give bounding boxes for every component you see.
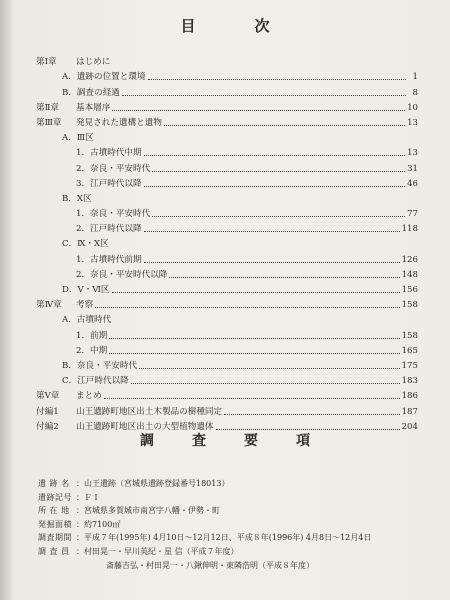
table-of-contents xyxy=(36,52,418,432)
toc-leader-dots xyxy=(152,171,405,172)
survey-key: 発掘面積 xyxy=(38,519,72,529)
survey-title: 調 査 要 項 xyxy=(140,433,322,449)
toc-page-number: 175 xyxy=(401,360,418,371)
page-edge-shadow xyxy=(0,0,14,600)
toc-entry-text: A．古墳時代 xyxy=(62,315,112,326)
survey-row xyxy=(38,531,428,545)
toc-entry-text: C．Ⅸ・Ⅹ区 xyxy=(62,239,109,250)
toc-page-number: 204 xyxy=(401,421,418,432)
toc-entry-text: B．Ⅹ区 xyxy=(62,193,92,204)
toc-entry-label xyxy=(62,315,111,325)
toc-entry xyxy=(36,143,418,158)
toc-entry xyxy=(36,325,418,340)
survey-key: 調査期間 xyxy=(38,533,72,543)
toc-entry xyxy=(36,219,418,234)
toc-page-number: 126 xyxy=(401,254,418,265)
toc-entry-label xyxy=(36,407,222,417)
toc-chapter-number: 付編2 xyxy=(36,421,59,432)
survey-value: ：ＦＩ xyxy=(76,492,100,502)
toc-entry-label xyxy=(36,103,110,113)
toc-entry xyxy=(36,280,418,295)
toc-leader-dots xyxy=(122,95,406,96)
toc-entry-label xyxy=(76,270,167,280)
toc-page-number: 31 xyxy=(407,163,418,174)
toc-entry-label xyxy=(36,300,93,310)
toc-entry-text: 2．江戸時代以降 xyxy=(76,224,142,235)
toc-entry xyxy=(36,52,418,67)
toc-page-number: 158 xyxy=(401,330,418,341)
survey-row xyxy=(38,518,428,532)
toc-entry xyxy=(36,356,418,371)
toc-entry-label xyxy=(62,376,129,386)
toc-page-number: 183 xyxy=(401,376,418,387)
toc-leader-dots xyxy=(144,262,400,263)
toc-entry-text: まとめ xyxy=(76,391,102,402)
toc-entry-label xyxy=(76,164,150,174)
toc-entry xyxy=(36,158,418,173)
toc-entry-label xyxy=(36,391,102,401)
toc-entry-label xyxy=(76,179,142,189)
toc-entry-text: B．奈良・平安時代 xyxy=(62,360,138,371)
toc-page-number: 186 xyxy=(401,391,418,402)
toc-chapter-number: 第Ⅳ章 xyxy=(36,300,62,311)
survey-value: ：平成７年(1995年) 4月10日～12月12日、平成８年(1996年) 4月8日～12月4日 xyxy=(76,533,372,543)
toc-page-number: 13 xyxy=(407,148,418,159)
toc-entry-label xyxy=(62,361,137,371)
toc-page-number: 13 xyxy=(407,117,418,128)
toc-leader-dots xyxy=(144,155,405,156)
toc-entry-label xyxy=(36,118,162,128)
toc-entry-text: A．遺跡の位置と環境 xyxy=(62,72,146,83)
toc-chapter-number: 第Ⅲ章 xyxy=(36,117,62,128)
toc-leader-dots xyxy=(109,353,399,354)
toc-entry xyxy=(36,98,418,113)
toc-entry-text: はじめに xyxy=(76,57,111,68)
toc-entry-text: 1．奈良・平安時代 xyxy=(76,209,151,220)
toc-entry-text: B．調査の経過 xyxy=(62,87,120,98)
toc-entry-text: D．Ⅴ・Ⅵ区 xyxy=(62,285,110,295)
toc-page-number: 158 xyxy=(401,300,418,311)
toc-page-number: 77 xyxy=(407,209,418,220)
toc-entry xyxy=(36,401,418,416)
survey-key: 遺 跡 名 xyxy=(38,479,70,488)
toc-entry xyxy=(36,82,418,97)
survey-value: ：山王遺跡（宮城県遺跡登録番号18013） xyxy=(76,479,230,488)
toc-leader-dots xyxy=(95,307,399,308)
toc-page-number: 8 xyxy=(412,87,418,98)
toc-entry-label xyxy=(76,331,107,341)
toc-leader-dots xyxy=(104,398,400,399)
toc-leader-dots xyxy=(112,110,405,111)
survey-row xyxy=(38,477,428,491)
toc-leader-dots xyxy=(152,216,405,217)
survey-row xyxy=(38,545,428,559)
toc-page-number: 187 xyxy=(401,406,418,417)
toc-leader-dots xyxy=(112,292,400,293)
toc-entry xyxy=(36,249,418,264)
survey-summary xyxy=(38,477,428,572)
toc-leader-dots xyxy=(169,277,399,278)
toc-entry-label xyxy=(76,346,107,356)
toc-page-number: 10 xyxy=(407,102,418,113)
toc-chapter-number: 第Ⅱ章 xyxy=(36,102,60,113)
survey-row xyxy=(38,504,428,518)
toc-entry-label xyxy=(62,194,92,204)
toc-entry-text: 3．江戸時代以降 xyxy=(76,178,142,189)
toc-entry xyxy=(36,67,418,82)
toc-page-number: 156 xyxy=(401,285,418,295)
toc-entry-label xyxy=(62,88,120,98)
toc-entry-label xyxy=(76,209,150,219)
toc-page-number: 148 xyxy=(401,269,418,280)
toc-entry xyxy=(36,234,418,249)
toc-entry-label xyxy=(76,255,142,265)
toc-page-number: 46 xyxy=(407,178,418,189)
toc-entry-label xyxy=(36,57,110,67)
toc-entry-text: 2．奈良・平安時代以降 xyxy=(76,269,168,280)
toc-entry xyxy=(36,113,418,128)
toc-leader-dots xyxy=(131,383,400,384)
toc-entry-text: 1．古墳時代前期 xyxy=(76,254,142,265)
toc-entry-text: A．Ⅲ区 xyxy=(62,133,94,144)
toc-entry-label xyxy=(62,285,110,295)
toc-entry-text: 2．中期 xyxy=(76,345,108,356)
survey-value: ：宮城県多賀城市南宮字八幡・伊勢・町 xyxy=(76,506,220,516)
toc-entry-text: 2．奈良・平安時代 xyxy=(76,163,151,174)
survey-key: 調 査 員 xyxy=(38,546,70,556)
toc-entry xyxy=(36,310,418,325)
toc-leader-dots xyxy=(139,368,400,369)
survey-row xyxy=(38,491,428,505)
toc-page-number: 165 xyxy=(401,345,418,356)
toc-entry xyxy=(36,174,418,189)
survey-value: ：約7100㎡ xyxy=(76,519,121,529)
toc-title: 目 次 xyxy=(180,17,292,35)
toc-page-number: 118 xyxy=(401,224,418,235)
toc-entry xyxy=(36,386,418,401)
toc-entry-text: 1．前期 xyxy=(76,330,108,341)
toc-leader-dots xyxy=(164,125,405,126)
toc-entry-label xyxy=(62,72,146,82)
toc-entry-text: 山王遺跡町地区出土の大型植物遺体 xyxy=(76,421,214,432)
toc-chapter-number: 第Ⅰ章 xyxy=(36,57,57,68)
toc-entry-label xyxy=(76,148,142,158)
toc-entry-text: C．江戸時代以降 xyxy=(62,376,129,387)
toc-leader-dots xyxy=(148,79,406,80)
toc-entry-text: 基本層序 xyxy=(76,102,111,113)
toc-page-number: 1 xyxy=(412,72,418,83)
toc-chapter-number: 第Ⅴ章 xyxy=(36,391,60,402)
toc-entry-text: 1．古墳時代中期 xyxy=(76,148,142,159)
toc-entry xyxy=(36,295,418,310)
toc-leader-dots xyxy=(144,231,400,232)
toc-entry xyxy=(36,341,418,356)
toc-entry-text: 発見された遺構と遺物 xyxy=(76,117,162,128)
toc-entry xyxy=(36,204,418,219)
survey-value: ：村田晃一・早川英紀・星 信（平成７年度） xyxy=(76,546,239,556)
survey-key: 遺跡記号 xyxy=(38,492,72,502)
toc-entry-text: 考察 xyxy=(76,300,94,311)
toc-entry-label xyxy=(76,224,142,234)
toc-entry-label xyxy=(62,239,109,249)
toc-entry xyxy=(36,371,418,386)
toc-entry-text: 山王遺跡町地区出土木製品の樹種同定 xyxy=(76,406,223,417)
survey-key: 所 在 地 xyxy=(38,506,70,516)
toc-leader-dots xyxy=(144,186,405,187)
toc-chapter-number: 付編1 xyxy=(36,406,59,417)
toc-entry xyxy=(36,265,418,280)
toc-entry xyxy=(36,189,418,204)
toc-entry xyxy=(36,128,418,143)
survey-value: 斎藤吉弘・村田晃一・八鍬伸明・東隣浩明（平成８年度） xyxy=(106,560,314,570)
toc-entry-label xyxy=(62,133,94,143)
survey-row xyxy=(38,559,428,573)
toc-leader-dots xyxy=(109,338,399,339)
toc-leader-dots xyxy=(224,414,399,415)
